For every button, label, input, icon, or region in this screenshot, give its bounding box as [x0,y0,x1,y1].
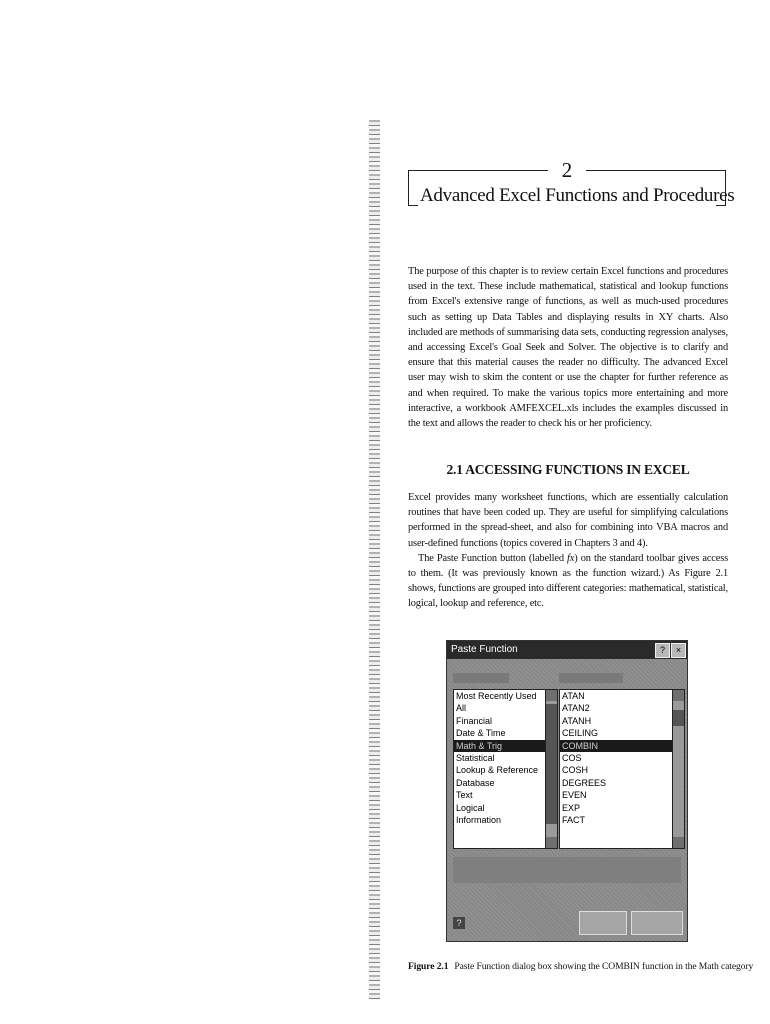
category-list-item[interactable]: Statistical [456,753,495,764]
category-list-item[interactable]: Most Recently Used [456,691,537,701]
category-label [453,673,509,683]
chapter-rule-right [586,170,726,171]
scroll-thumb[interactable] [673,710,684,726]
function-list-item[interactable]: DEGREES [562,777,607,788]
scroll-up-arrow[interactable] [546,690,557,701]
function-list-item[interactable]: ATAN [562,691,585,701]
function-list-item[interactable]: EVEN [562,790,587,801]
category-list-item[interactable]: Database [456,777,495,788]
function-list-item[interactable]: ATANH [562,715,592,726]
fx-symbol: fx [567,552,575,564]
scroll-thumb[interactable] [546,704,557,824]
dialog-close-button[interactable]: × [671,643,686,658]
function-list-item[interactable]: EXP [562,802,581,813]
caption-text: Paste Function dialog box showing the COMBIN function in the Math category [454,961,754,972]
book-spine-edge [369,120,380,1000]
dialog-title: Paste Function [451,644,518,655]
function-list-item[interactable]: COSH [562,765,589,776]
ok-button[interactable] [579,911,627,935]
chapter-rule-left [408,170,548,171]
chapter-bracket-foot-left [408,205,418,206]
function-list-item[interactable]: COMBIN [560,740,672,752]
function-description-area [453,857,681,883]
chapter-bracket-left [408,170,409,206]
category-list-item[interactable]: Logical [456,802,485,813]
function-list[interactable] [559,689,673,849]
scroll-up-arrow[interactable] [673,690,684,701]
category-list[interactable] [453,689,546,849]
category-list-item[interactable]: Lookup & Reference [456,765,539,776]
dialog-help-button[interactable]: ? [655,643,670,658]
category-list-item[interactable]: Date & Time [456,728,506,739]
chapter-title: Advanced Excel Functions and Procedures [420,185,735,206]
figure-label: Figure 2.1 [408,961,449,972]
function-list-item[interactable]: CEILING [562,728,599,739]
category-list-item[interactable]: All [456,703,467,714]
scroll-down-arrow[interactable] [673,837,684,848]
function-name-label [559,673,623,683]
section-paragraph-2 [408,551,728,612]
category-scrollbar[interactable] [545,689,558,849]
category-list-item[interactable]: Information [456,815,502,826]
paste-function-dialog [446,640,688,942]
intro-text [408,264,728,431]
function-list-item[interactable]: ATAN2 [562,703,590,714]
function-list-item[interactable]: COS [562,753,582,764]
section-heading: 2.1 ACCESSING FUNCTIONS IN EXCEL [446,462,690,477]
dialog-titlebar [447,641,687,659]
scroll-down-arrow[interactable] [546,837,557,848]
figure-caption [408,960,754,974]
section-body [408,490,728,612]
function-list-item[interactable]: FACT [562,815,586,826]
chapter-header [408,158,735,206]
intro-paragraph: The purpose of this chapter is to review certain Excel functions and procedures used in the text. These include mathematical, statistical and lookup functions from Excel's extensive range of functions, as well as much-used procedures such as setting up Data Tables and displaying results in XY charts. Also included are methods of summarising data sets, conducting regression analyses, and accessing Excel's Goal Seek and Solver. The objective is to clarify and ensure that this material causes the reader no difficulty. The advanced Excel user may wish to skim the content or use the chapter for further reference as and when required. To make the various topics more entertaining and more interactive, a workbook AMFEXCEL.xls includes the examples discussed in the text and allows the reader to check his or her proficiency. [408,266,728,430]
section-paragraph-1: Excel provides many worksheet functions, which are essentially calculation routines that have been coded up. They are useful for simplifying calculations performed in the spread-sheet, and also for combining into VBA macros and user-defined functions (topics covered in Chapters 3 and 4). [408,492,728,549]
para2-start: The Paste Function button (labelled [418,552,568,564]
office-assistant-help-icon[interactable]: ? [453,917,465,929]
para2-end: ) on the standard toolbar gives access to them. (It was previously known as the function wizard.) As Figure 2.1 shows, functions are grouped into different categories: mathematical, statistical, logical, lookup and reference, etc. [408,552,728,610]
category-list-item[interactable]: Financial [456,715,493,726]
cancel-button[interactable] [631,911,683,935]
chapter-number: 2 [561,158,573,182]
category-list-item[interactable]: Math & Trig [454,740,545,752]
function-scrollbar[interactable] [672,689,685,849]
category-list-item[interactable]: Text [456,790,473,801]
